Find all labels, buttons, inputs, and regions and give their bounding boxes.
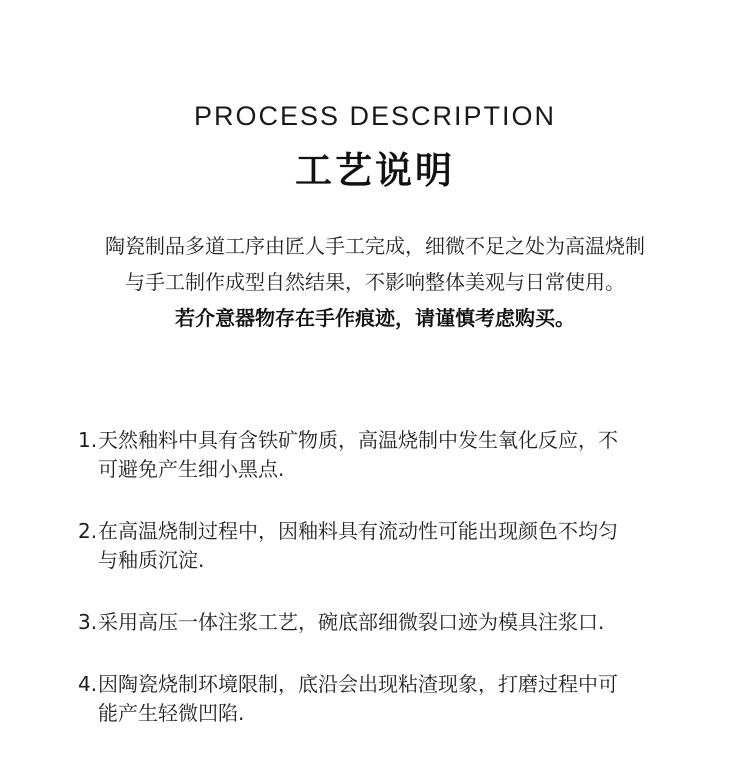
item-text-line: 天然釉料中具有含铁矿物质，高温烧制中发生氧化反应，不	[98, 428, 618, 452]
title-english: PROCESS DESCRIPTION	[193, 101, 557, 131]
title-chinese: 工艺说明	[295, 149, 455, 192]
item-text-line: 与釉质沉淀.	[98, 548, 205, 572]
item-number: 2.	[78, 519, 98, 543]
list-item	[78, 426, 718, 484]
item-number: 3.	[78, 610, 98, 634]
item-text-line: 可避免产生细小黑点.	[98, 457, 285, 481]
list-item	[78, 670, 718, 728]
item-text-line: 在高温烧制过程中，因釉料具有流动性可能出现颜色不均匀	[98, 519, 618, 543]
intro-line: 与手工制作成型自然结果，不影响整体美观与日常使用。	[125, 270, 625, 294]
item-text-line: 采用高压一体注浆工艺，碗底部细微裂口迹为模具注浆口.	[98, 610, 605, 634]
intro-line: 陶瓷制品多道工序由匠人手工完成，细微不足之处为高温烧制	[105, 234, 645, 258]
list-item	[78, 608, 718, 637]
item-number: 1.	[78, 428, 98, 452]
intro-warning-line: 若介意器物存在手作痕迹，请谨慎考虑购买。	[175, 306, 575, 330]
item-number: 4.	[78, 672, 98, 696]
intro-paragraph	[0, 228, 750, 336]
item-text-line: 能产生轻微凹陷.	[98, 701, 245, 725]
item-text-line: 因陶瓷烧制环境限制，底沿会出现粘渣现象，打磨过程中可	[98, 672, 618, 696]
list-item	[78, 517, 718, 575]
process-notes-list	[78, 426, 718, 761]
